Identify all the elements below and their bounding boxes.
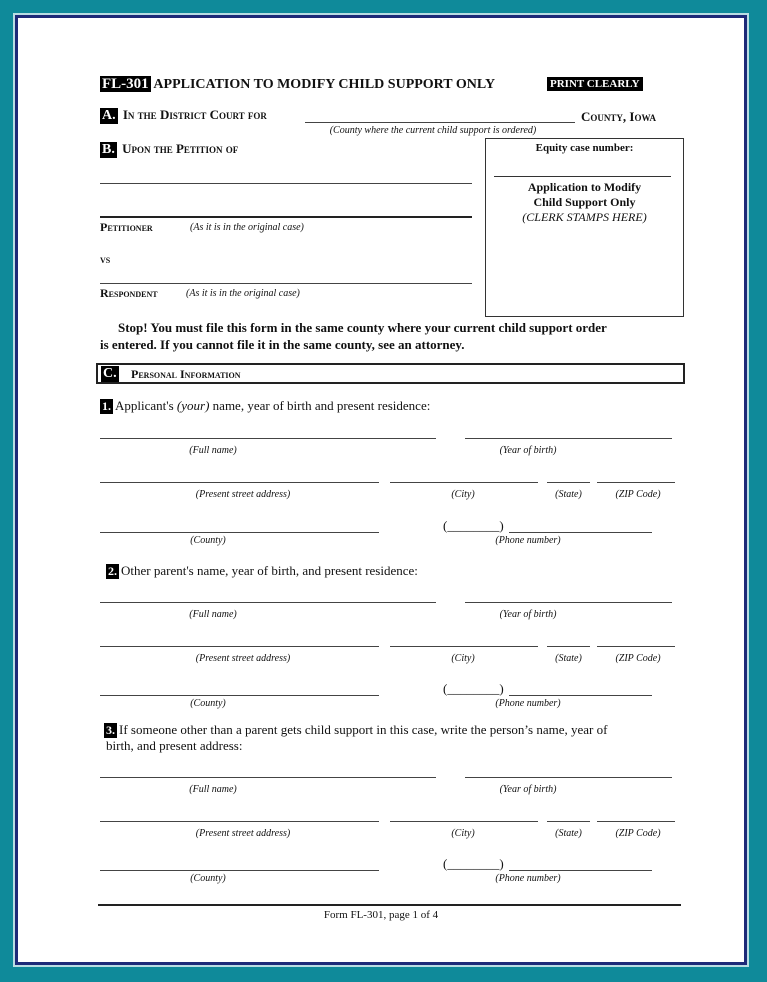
- equity-case-input-line[interactable]: [494, 176, 671, 177]
- county-label: (County): [190, 698, 226, 709]
- question-1: 1. Applicant's (your) name, year of birth and present residence:: [102, 398, 431, 413]
- respondent-label: Respondent: [100, 286, 158, 300]
- state-label: (State): [555, 489, 582, 500]
- form-title: APPLICATION TO MODIFY CHILD SUPPORT ONLY: [153, 77, 496, 92]
- state-label: (State): [555, 828, 582, 839]
- phone-label: (Phone number): [495, 873, 561, 884]
- petitioner-label: Petitioner: [100, 220, 153, 234]
- zip-line[interactable]: [597, 482, 675, 483]
- form-code: FL-301: [102, 76, 149, 92]
- year-of-birth-label: (Year of birth): [499, 445, 557, 456]
- street-label: (Present street address): [195, 653, 291, 664]
- section-b: [100, 141, 238, 158]
- street-label: (Present street address): [195, 489, 291, 500]
- notice-line-2: is entered. If you cannot file it in the same county, see an attorney.: [100, 337, 465, 352]
- full-name-label: (Full name): [189, 609, 237, 620]
- clerk-box-line2: Child Support Only: [533, 195, 636, 209]
- full-name-label: (Full name): [189, 445, 237, 456]
- phone-label: (Phone number): [495, 698, 561, 709]
- equity-case-label: Equity case number:: [535, 142, 634, 154]
- county-line[interactable]: [100, 870, 379, 871]
- city-label: (City): [451, 828, 475, 839]
- phone-line[interactable]: [509, 695, 652, 696]
- form-header: [100, 76, 495, 93]
- question-2-number: 2.: [108, 564, 117, 578]
- city-line[interactable]: [390, 482, 538, 483]
- footer-rule: [98, 904, 681, 906]
- clerk-stamp-box: [485, 138, 684, 317]
- footer-page-number: Form FL-301, page 1 of 4: [323, 909, 439, 921]
- city-label: (City): [451, 653, 475, 664]
- question-3: 3. If someone other than a parent gets child support in this case, write the person’s name, year of: [106, 722, 608, 737]
- full-name-label: (Full name): [189, 784, 237, 795]
- state-line[interactable]: [547, 646, 590, 647]
- petition-line-1[interactable]: [100, 183, 472, 184]
- clerk-box-line1: Application to Modify: [527, 180, 642, 194]
- section-c-letter: C.: [103, 366, 117, 381]
- street-line[interactable]: [100, 821, 379, 822]
- county-suffix: County, Iowa: [581, 109, 656, 124]
- notice-line-1: Stop! You must file this form in the same county where your current child support order: [118, 320, 607, 335]
- state-label: (State): [555, 653, 582, 664]
- print-clearly-badge: PRINT CLEARLY: [547, 77, 643, 91]
- form-page: [15, 15, 747, 965]
- state-line[interactable]: [547, 821, 590, 822]
- petitioner-hint: (As it is in the original case): [190, 222, 304, 233]
- city-line[interactable]: [390, 821, 538, 822]
- clerk-stamp-text: (CLERK STAMPS HERE): [522, 210, 647, 224]
- county-label: (County): [190, 535, 226, 546]
- year-of-birth-label: (Year of birth): [499, 609, 557, 620]
- section-c-title: Personal Information: [131, 367, 241, 381]
- year-of-birth-label: (Year of birth): [499, 784, 557, 795]
- city-label: (City): [451, 489, 475, 500]
- question-1-number: 1.: [102, 399, 111, 413]
- full-name-line[interactable]: [100, 602, 436, 603]
- zip-line[interactable]: [597, 821, 675, 822]
- year-of-birth-line[interactable]: [465, 438, 672, 439]
- full-name-line[interactable]: [100, 438, 436, 439]
- section-a-text: In the District Court for: [122, 107, 267, 122]
- question-3-number: 3.: [106, 723, 115, 737]
- street-line[interactable]: [100, 646, 379, 647]
- respondent-hint: (As it is in the original case): [186, 288, 300, 299]
- petition-line-2[interactable]: [100, 216, 472, 218]
- question-2: 2. Other parent's name, year of birth, and present residence:: [108, 563, 418, 578]
- section-b-text: Upon the Petition of: [122, 141, 239, 156]
- county-label: (County): [190, 873, 226, 884]
- section-a: [100, 107, 267, 124]
- phone-area-code[interactable]: (________): [443, 856, 504, 871]
- phone-area-code[interactable]: (________): [443, 681, 504, 696]
- city-line[interactable]: [390, 646, 538, 647]
- zip-line[interactable]: [597, 646, 675, 647]
- phone-label: (Phone number): [495, 535, 561, 546]
- year-of-birth-line[interactable]: [465, 602, 672, 603]
- respondent-line[interactable]: [100, 283, 472, 284]
- section-c-bar: [96, 363, 685, 384]
- county-line[interactable]: [100, 695, 379, 696]
- zip-label: (ZIP Code): [615, 828, 661, 839]
- vs-label: vs: [100, 252, 111, 266]
- county-hint: (County where the current child support is ordered): [329, 125, 537, 136]
- street-line[interactable]: [100, 482, 379, 483]
- full-name-line[interactable]: [100, 777, 436, 778]
- phone-area-code[interactable]: (________): [443, 518, 504, 533]
- phone-line[interactable]: [509, 532, 652, 533]
- county-line[interactable]: [100, 532, 379, 533]
- zip-label: (ZIP Code): [615, 489, 661, 500]
- phone-line[interactable]: [509, 870, 652, 871]
- county-input-line[interactable]: [305, 122, 575, 123]
- state-line[interactable]: [547, 482, 590, 483]
- section-b-letter: B.: [102, 142, 115, 157]
- section-a-letter: A.: [102, 108, 116, 123]
- year-of-birth-line[interactable]: [465, 777, 672, 778]
- question-3-line2: birth, and present address:: [106, 738, 243, 753]
- street-label: (Present street address): [195, 828, 291, 839]
- zip-label: (ZIP Code): [615, 653, 661, 664]
